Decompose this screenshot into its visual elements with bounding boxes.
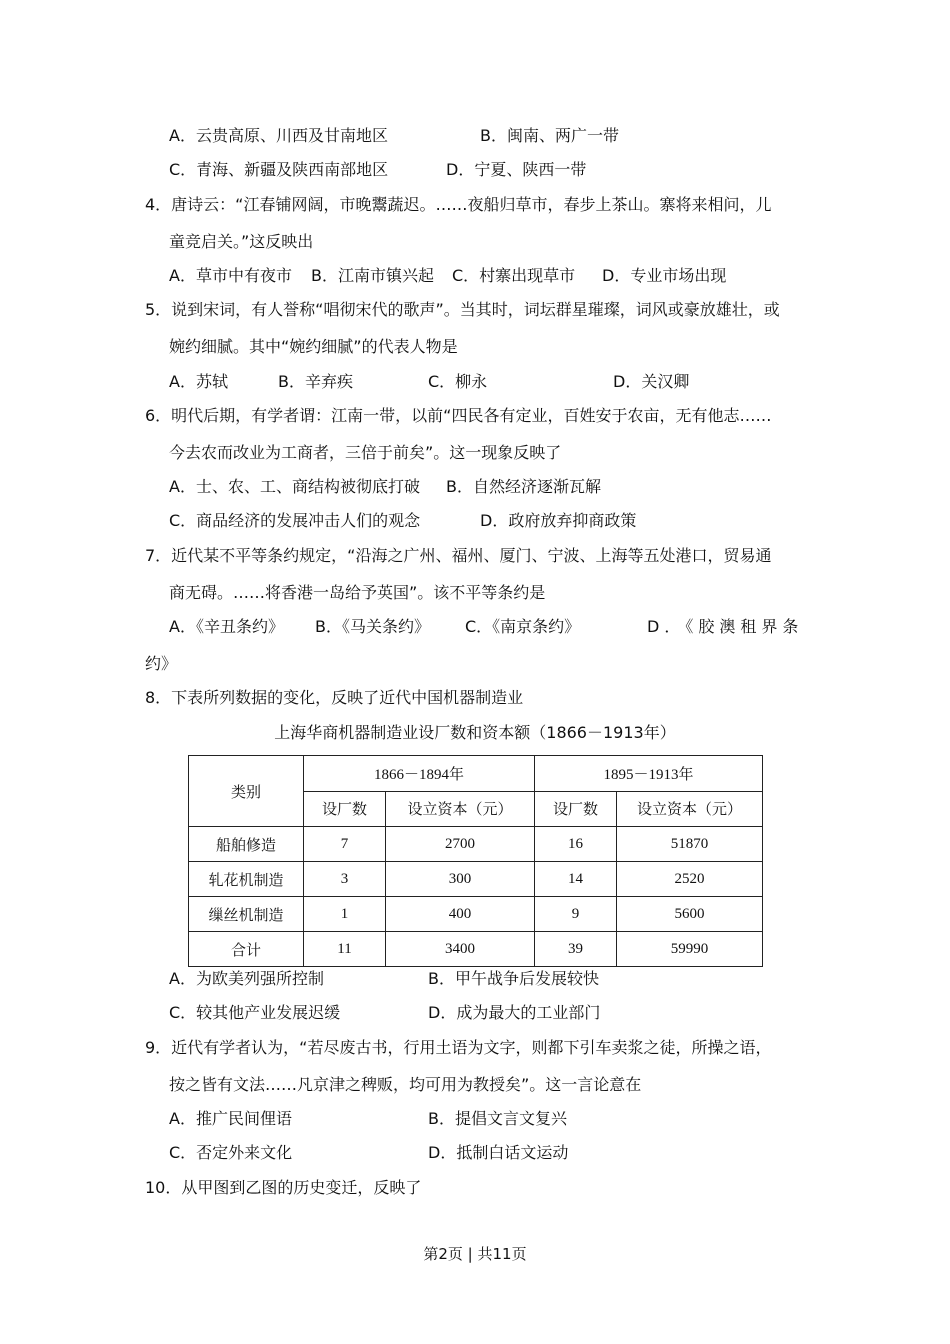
cell-capital-2: 59990	[617, 932, 763, 967]
table-row	[189, 897, 763, 932]
header-category: 类别	[189, 756, 304, 827]
q4-option-b: B．江南市镇兴起	[311, 266, 434, 285]
q10-stem: 10．从甲图到乙图的历史变迁，反映了	[145, 1178, 422, 1197]
subheader-factories-1: 设厂数	[304, 791, 386, 827]
cell-capital-2: 51870	[617, 827, 763, 862]
q3-option-b: B．闽南、两广一带	[480, 126, 619, 145]
q6-option-d: D．政府放弃抑商政策	[480, 511, 637, 530]
q7-option-b: B．《马关条约》	[315, 617, 430, 636]
q4-option-a: A．草市中有夜市	[169, 266, 292, 285]
table-row	[189, 827, 763, 862]
q9-option-c: C．否定外来文化	[169, 1143, 293, 1162]
q7-stem-line1: 7．近代某不平等条约规定，“沿海之广州、福州、厦门、宁波、上海等五处港口，贸易通	[145, 546, 772, 565]
q7-option-a: A．《辛丑条约》	[169, 617, 284, 636]
header-period-2: 1895－1913年	[535, 756, 763, 792]
cell-capital-1: 300	[386, 862, 535, 897]
q9-stem-line2: 按之皆有文法……凡京津之稗贩，均可用为教授矣”。这一言论意在	[169, 1075, 642, 1094]
q7-option-c: C．《南京条约》	[465, 617, 581, 636]
cell-factories-1: 11	[304, 932, 386, 967]
cell-factories-2: 9	[535, 897, 617, 932]
q5-stem-line1: 5．说到宋词，有人誉称“唱彻宋代的歌声”。当其时，词坛群星璀璨，词风或豪放雄壮，或	[145, 300, 780, 319]
q4-stem-line1: 4．唐诗云：“江春铺网阔，市晚鬻蔬迟。……夜船归草市，春步上茶山。寨将来相问，儿	[145, 195, 772, 214]
q8-option-c: C．较其他产业发展迟缓	[169, 1003, 341, 1022]
table-caption: 上海华商机器制造业设厂数和资本额（1866－1913年）	[274, 723, 676, 742]
cell-capital-1: 400	[386, 897, 535, 932]
table-row-total	[189, 932, 763, 967]
row-category: 合计	[189, 932, 304, 967]
q9-option-a: A．推广民间俚语	[169, 1109, 292, 1128]
page-footer: 第2页 | 共11页	[423, 1245, 527, 1263]
row-category: 缫丝机制造	[189, 897, 304, 932]
q5-option-d: D．关汉卿	[613, 372, 690, 391]
cell-factories-1: 7	[304, 827, 386, 862]
cell-factories-2: 14	[535, 862, 617, 897]
q4-stem-line2: 童竞启关。”这反映出	[169, 232, 314, 251]
q6-stem-line2: 今去农而改业为工商者，三倍于前矣”。这一现象反映了	[169, 443, 562, 462]
q8-stem: 8．下表所列数据的变化，反映了近代中国机器制造业	[145, 688, 524, 707]
q3-option-d: D．宁夏、陕西一带	[446, 160, 587, 179]
row-category: 轧花机制造	[189, 862, 304, 897]
q8-option-d: D．成为最大的工业部门	[428, 1003, 601, 1022]
q5-option-b: B．辛弃疾	[278, 372, 353, 391]
q3-option-a: A．云贵高原、川西及甘南地区	[169, 126, 388, 145]
subheader-capital-1: 设立资本（元）	[386, 791, 535, 827]
subheader-capital-2: 设立资本（元）	[617, 791, 763, 827]
q7-option-d: D．《胶澳租界条	[647, 617, 804, 636]
q7-stem-line2: 商无碍。……将香港一岛给予英国”。该不平等条约是	[169, 583, 546, 602]
header-period-1: 1866－1894年	[304, 756, 535, 792]
q4-option-c: C．村寨出现草市	[452, 266, 576, 285]
cell-capital-1: 3400	[386, 932, 535, 967]
q5-option-a: A．苏轼	[169, 372, 228, 391]
data-table	[188, 755, 763, 967]
q3-option-c: C．青海、新疆及陕西南部地区	[169, 160, 389, 179]
cell-capital-2: 5600	[617, 897, 763, 932]
q9-stem-line1: 9．近代有学者认为，“若尽废古书，行用土语为文字，则都下引车卖浆之徒，所操之语，	[145, 1038, 772, 1057]
q4-option-d: D．专业市场出现	[602, 266, 727, 285]
q7-option-d-wrap: 约》	[145, 654, 178, 673]
table-row	[189, 862, 763, 897]
q6-option-a: A．士、农、工、商结构被彻底打破	[169, 477, 420, 496]
cell-factories-2: 16	[535, 827, 617, 862]
cell-capital-2: 2520	[617, 862, 763, 897]
q5-stem-line2: 婉约细腻。其中“婉约细腻”的代表人物是	[169, 337, 458, 356]
q8-option-a: A．为欧美列强所控制	[169, 969, 324, 988]
q9-option-b: B．提倡文言文复兴	[428, 1109, 567, 1128]
cell-factories-2: 39	[535, 932, 617, 967]
row-category: 船舶修造	[189, 827, 304, 862]
cell-factories-1: 3	[304, 862, 386, 897]
q5-option-c: C．柳永	[428, 372, 488, 391]
q6-option-b: B．自然经济逐渐瓦解	[446, 477, 601, 496]
q8-option-b: B．甲午战争后发展较快	[428, 969, 599, 988]
cell-factories-1: 1	[304, 897, 386, 932]
cell-capital-1: 2700	[386, 827, 535, 862]
subheader-factories-2: 设厂数	[535, 791, 617, 827]
q6-stem-line1: 6．明代后期，有学者谓：江南一带，以前“四民各有定业，百姓安于农亩，无有他志……	[145, 406, 772, 425]
q6-option-c: C．商品经济的发展冲击人们的观念	[169, 511, 421, 530]
q9-option-d: D．抵制白话文运动	[428, 1143, 569, 1162]
